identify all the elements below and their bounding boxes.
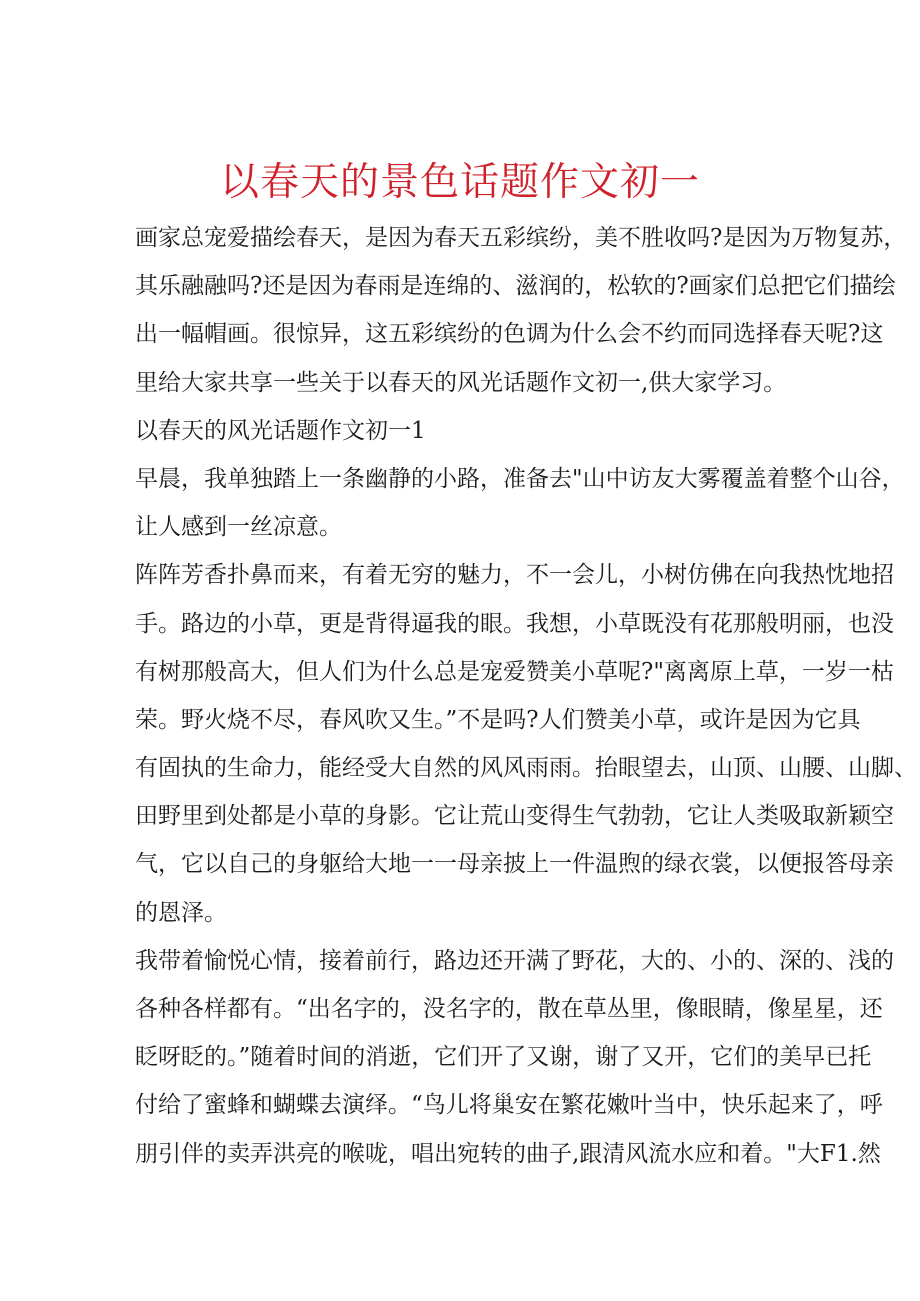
text-line: 我带着愉悦心情，接着前行，路边还开满了野花，大的、小的、深的、浅的 bbox=[135, 947, 894, 974]
text-line: 其乐融融吗?还是因为春雨是连绵的、滋润的，松软的?画家们总把它们描绘 bbox=[135, 273, 896, 300]
text-line: 以春天的风光话题作文初一1 bbox=[135, 417, 426, 444]
text-line: 气，它以自己的身躯给大地一一母亲披上一件温煦的绿衣裳，以便报答母亲 bbox=[135, 851, 894, 878]
text-line: 荣。野火烧不尽，春风吹又生。”不是吗?人们赞美小草，或许是因为它具 bbox=[135, 706, 861, 733]
text-line: 田野里到处都是小草的身影。它让荒山变得生气勃勃，它让人类吸取新颖空 bbox=[135, 803, 894, 830]
text-line: 让人感到一丝凉意。 bbox=[135, 514, 342, 541]
text-line: 的恩泽。 bbox=[135, 899, 227, 926]
document-title: 以春天的景色话题作文初一 bbox=[219, 160, 700, 206]
text-line: 眨呀眨的。”随着时间的消逝，它们开了又谢，谢了又开，它们的美早已托 bbox=[135, 1044, 872, 1071]
paragraph-flowers bbox=[135, 937, 894, 1178]
section-heading bbox=[135, 407, 790, 455]
text-line: 画家总宠爱描绘春天，是因为春天五彩缤纷，美不胜收吗?是因为万物复苏， bbox=[135, 225, 907, 251]
paragraph-morning bbox=[135, 455, 905, 551]
text-line: 有固执的生命力，能经受大自然的风风雨雨。抬眼望去，山顶、山腰、山脚、 bbox=[135, 755, 917, 782]
text-line: 朋引伴的卖弄洪亮的喉咙，唱出宛转的曲子,跟清风流水应和着。"大F1.然 bbox=[135, 1140, 881, 1167]
text-line: 阵阵芳香扑鼻而来，有着无穷的魅力，不一会儿，小树仿佛在向我热忱地招 bbox=[135, 562, 894, 589]
text-line: 各种各样都有。“出名字的，没名字的，散在草丛里，像眼睛，像星星，还 bbox=[135, 996, 883, 1022]
paragraph-intro bbox=[135, 214, 907, 407]
text-line: 手。路边的小草，更是背得逼我的眼。我想，小草既没有花那般明丽，也没 bbox=[135, 610, 894, 637]
document-body bbox=[135, 214, 917, 1178]
text-line: 里给大家共享一些关于以春天的风光话题作文初一,供大家学习。 bbox=[135, 369, 787, 396]
text-line: 付给了蜜蜂和蝴蝶去演绎。“鸟儿将巢安在繁花嫩叶当中，快乐起来了，呼 bbox=[135, 1092, 883, 1119]
paragraph-grass bbox=[135, 551, 917, 937]
text-line: 有树那般高大，但人们为什么总是宠爱赞美小草呢?"离离原上草，一岁一枯 bbox=[135, 658, 894, 685]
text-line: 出一幅帽画。很惊异，这五彩缤纷的色调为什么会不约而同选择春天呢?这 bbox=[135, 321, 884, 348]
text-line: 早晨，我单独踏上一条幽静的小路，准备去"山中访友大雾覆盖着整个山谷， bbox=[135, 465, 905, 492]
